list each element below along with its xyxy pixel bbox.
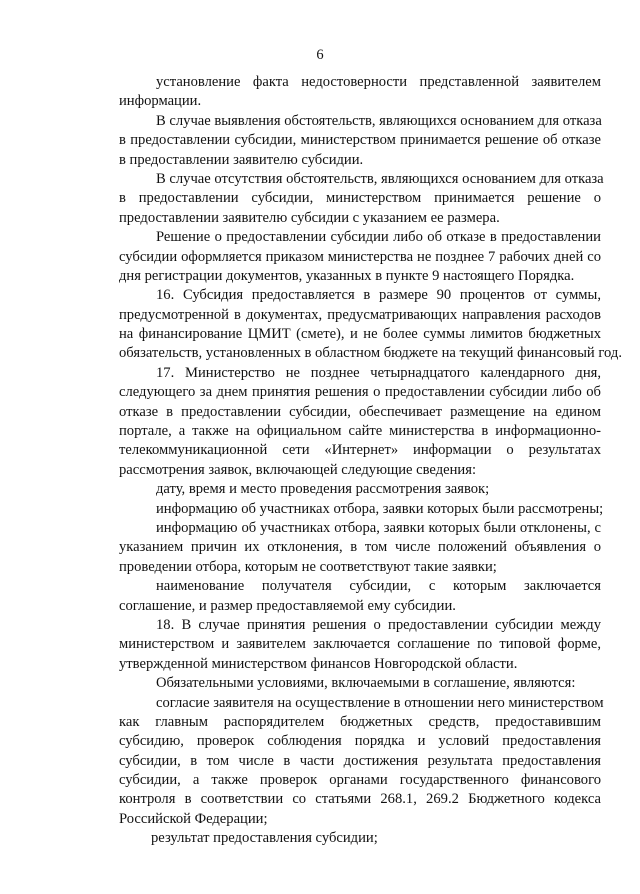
text-line: соглашение, и размер предоставляемой ему субсидии. xyxy=(119,597,456,614)
text-line: отказе в предоставлении субсидии, обеспечивает размещение на едином xyxy=(119,403,601,420)
text-line: Обязательными условиями, включаемыми в соглашение, являются: xyxy=(156,675,576,692)
text-line: указанием причин их отклонения, в том числе положений объявления о xyxy=(119,539,601,556)
text-line: Российской Федерации; xyxy=(119,810,268,827)
text-line: наименование получателя субсидии, с которым заключается xyxy=(156,578,601,595)
text-line: портале, а также на официальном сайте министерства в информационно- xyxy=(119,423,601,440)
text-line: в предоставлении субсидии, министерством принимается решение о xyxy=(119,190,601,207)
text-line: утвержденной министерством финансов Новгородской области. xyxy=(119,655,518,672)
text-line: субсидии, а также проверок органами государственного финансового xyxy=(119,772,601,789)
text-line: предусмотренной в документах, предусматривающих направления расходов xyxy=(119,306,601,323)
text-line: В случае выявления обстоятельств, являющихся основанием для отказа xyxy=(156,112,602,129)
text-line: информацию об участниках отбора, заявки которых были рассмотрены; xyxy=(156,500,604,517)
text-line: следующего за днем принятия решения о предоставлении субсидии либо об xyxy=(119,384,601,401)
text-line: информации. xyxy=(119,93,202,110)
text-line: 18. В случае принятия решения о предоставлении субсидии между xyxy=(156,616,601,633)
text-line: установление факта недостоверности представленной заявителем xyxy=(156,74,601,90)
text-line: рассмотрения заявок, включающей следующие сведения: xyxy=(119,461,477,478)
text-line: на финансирование ЦМИТ (смете), и не более суммы лимитов бюджетных xyxy=(119,326,601,343)
text-line: согласие заявителя на осуществление в отношении него министерством xyxy=(156,694,604,711)
text-line: телекоммуникационной сети «Интернет» информации о результатах xyxy=(119,442,601,459)
text-line: 17. Министерство не позднее четырнадцатого календарного дня, xyxy=(156,364,601,381)
text-line: субсидию, проверок соблюдения порядка и условий предоставления xyxy=(119,733,601,750)
text-line: как главным распорядителем бюджетных средств, предоставившим xyxy=(119,713,601,730)
text-line: предоставлении заявителю субсидии с указанием ее размера. xyxy=(119,209,500,226)
page-number: 6 xyxy=(316,47,324,63)
text-line: в предоставлении субсидии, министерством принимается решение об отказе xyxy=(119,132,601,149)
text-line: В случае отсутствия обстоятельств, являющихся основанием для отказа xyxy=(156,170,604,187)
document-body xyxy=(119,73,622,849)
text-line: субсидии оформляется приказом министерства не позднее 7 рабочих дней со xyxy=(119,248,601,265)
text-line: проведении отбора, которым не соответствуют такие заявки; xyxy=(119,558,497,575)
text-line: дату, время и место проведения рассмотрения заявок; xyxy=(156,481,490,498)
text-line: информацию об участниках отбора, заявки которых были отклонены, с xyxy=(156,519,601,536)
text-line: обязательств, установленных в областном бюджете на текущий финансовый год. xyxy=(119,345,622,362)
text-line: дня регистрации документов, указанных в пункте 9 настоящего Порядка. xyxy=(119,267,575,284)
text-line: контроля в соответствии со статьями 268.1, 269.2 Бюджетного кодекса xyxy=(119,791,601,808)
text-line: министерством и заявителем заключается соглашение по типовой форме, xyxy=(119,636,601,653)
text-line: результат предоставления субсидии; xyxy=(151,830,378,847)
text-line: Решение о предоставлении субсидии либо об отказе в предоставлении xyxy=(156,229,601,246)
text-line: в предоставлении заявителю субсидии. xyxy=(119,151,364,168)
text-line: 16. Субсидия предоставляется в размере 90 процентов от суммы, xyxy=(156,287,601,304)
text-line: субсидии, в том числе в части достижения результата предоставления xyxy=(119,752,601,769)
